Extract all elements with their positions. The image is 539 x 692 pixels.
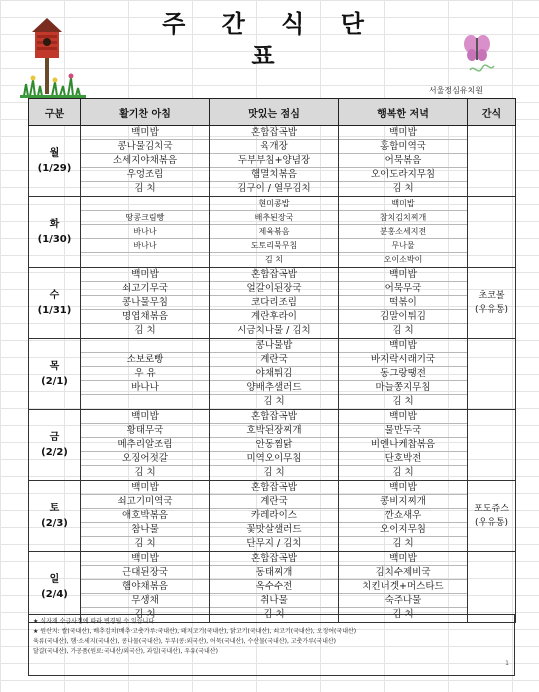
menu-item: 혼합잡곡밥: [210, 481, 338, 495]
menu-item: 황태무국: [81, 424, 209, 438]
note-line: ★ 식자재 수급사정에 따라 변경될 수 있습니다.: [33, 618, 157, 625]
day-cell: [29, 339, 81, 410]
menu-item: 햄야채볶음: [81, 580, 209, 594]
snack-cell: [468, 410, 516, 481]
lunch-cell: [210, 481, 339, 552]
menu-item: 백미밥: [339, 481, 467, 495]
breakfast-cell: [81, 552, 210, 623]
menu-item: 백미밥: [81, 126, 209, 140]
lunch-cell: [210, 268, 339, 339]
menu-item: 햄멸치볶음: [210, 168, 338, 182]
menu-item: 어묵무국: [339, 282, 467, 296]
breakfast-cell: [81, 126, 210, 197]
day-label: 일: [49, 574, 60, 585]
menu-item: [81, 395, 209, 409]
day-cell: [29, 481, 81, 552]
menu-item: 참나물: [81, 523, 209, 537]
breakfast-cell: [81, 481, 210, 552]
menu-item: 백미밥: [339, 197, 467, 211]
menu-item: 취나물: [210, 594, 338, 608]
snack-cell: [468, 481, 516, 552]
weekly-menu-table: [28, 98, 516, 623]
menu-item: 백미밥: [339, 126, 467, 140]
menu-item: 우엉조림: [81, 168, 209, 182]
menu-item: 코다리조림: [210, 296, 338, 310]
date-label: (2/1): [41, 376, 68, 387]
menu-item: 옥수수전: [210, 580, 338, 594]
menu-item: 꽃맛살샐러드: [210, 523, 338, 537]
menu-item: 김 치: [392, 609, 414, 620]
menu-item: 바나나: [81, 225, 209, 239]
day-label: 수: [49, 290, 60, 301]
lunch-cell: [210, 410, 339, 481]
menu-item: 김 치: [134, 183, 156, 194]
menu-item: 카레라이스: [210, 509, 338, 523]
dinner-cell: [339, 197, 468, 268]
date-label: (1/30): [37, 234, 72, 245]
menu-item: 우 유: [81, 367, 209, 381]
snack-item: (우유통): [474, 518, 509, 528]
menu-item: 김 치: [134, 538, 156, 549]
menu-item: 무나물: [339, 239, 467, 253]
snack-cell: [468, 126, 516, 197]
header-row: [29, 99, 516, 126]
menu-item: 백미밥: [339, 268, 467, 282]
day-cell: [29, 126, 81, 197]
menu-item: 김 치: [392, 325, 414, 336]
menu-item: 오징어젓갈: [81, 452, 209, 466]
menu-item: 메추리알조림: [81, 438, 209, 452]
day-label: 목: [49, 361, 60, 372]
menu-row: [29, 481, 516, 552]
menu-row: [29, 197, 516, 268]
snack-cell: [468, 197, 516, 268]
menu-item: 계란국: [210, 495, 338, 509]
dinner-cell: [339, 268, 468, 339]
menu-row: [29, 268, 516, 339]
menu-item: 참치김치찌개: [339, 211, 467, 225]
menu-item: 쇠고기무국: [81, 282, 209, 296]
page-title: 주 간 식 단 표: [162, 10, 378, 70]
header-category: 구분: [29, 99, 81, 126]
snack-item: 포도쥬스: [474, 504, 509, 514]
menu-item: 비엔나케찹볶음: [339, 438, 467, 452]
breakfast-cell: [81, 197, 210, 268]
day-cell: [29, 552, 81, 623]
menu-item: 백미밥: [339, 552, 467, 566]
menu-item: 백미밥: [81, 481, 209, 495]
menu-item: 오이지무침: [339, 523, 467, 537]
menu-item: 혼합잡곡밥: [210, 268, 338, 282]
header-snack: 간식: [468, 99, 516, 126]
menu-item: 김 치: [134, 325, 156, 336]
menu-item: 명엽채볶음: [81, 310, 209, 324]
header-breakfast: 활기찬 아침: [81, 99, 210, 126]
menu-item: 단호박전: [339, 452, 467, 466]
menu-item: 동태찌개: [210, 566, 338, 580]
day-label: 월: [49, 148, 60, 159]
menu-item: [81, 197, 209, 211]
menu-item: 백미밥: [81, 552, 209, 566]
menu-item: 물만두국: [339, 424, 467, 438]
menu-item: 단무지 / 김치: [246, 538, 302, 549]
menu-item: 쇠고기미역국: [81, 495, 209, 509]
menu-item: 콩나물김치국: [81, 140, 209, 154]
dinner-cell: [339, 552, 468, 623]
menu-item: 야채튀김: [210, 367, 338, 381]
menu-item: 얼갈이된장국: [210, 282, 338, 296]
menu-item: 두부부침+양념장: [210, 154, 338, 168]
menu-item: 미역오이무침: [210, 452, 338, 466]
menu-item: 혼합잡곡밥: [210, 126, 338, 140]
menu-item: 김구이 / 열무김치: [237, 183, 311, 194]
menu-row: [29, 339, 516, 410]
menu-item: 김 치: [134, 467, 156, 478]
menu-item: 김 치: [392, 467, 414, 478]
day-cell: [29, 268, 81, 339]
breakfast-cell: [81, 268, 210, 339]
menu-item: 무생채: [81, 594, 209, 608]
date-label: (1/29): [37, 163, 72, 174]
menu-item: 마늘쫑지무침: [339, 381, 467, 395]
menu-item: 숙주나물: [339, 594, 467, 608]
menu-item: 육개장: [210, 140, 338, 154]
lunch-cell: [210, 552, 339, 623]
menu-item: 계란국: [210, 353, 338, 367]
menu-item: [81, 339, 209, 353]
menu-item: 소세지야채볶음: [81, 154, 209, 168]
menu-item: 김말이튀김: [339, 310, 467, 324]
menu-item: 김 치: [392, 538, 414, 549]
menu-item: 제육볶음: [210, 225, 338, 239]
notes-box: [28, 614, 515, 676]
menu-row: [29, 552, 516, 623]
menu-item: 현미콩밥: [210, 197, 338, 211]
menu-item: 혼합잡곡밥: [210, 410, 338, 424]
menu-item: 바나나: [81, 381, 209, 395]
menu-item: 오이도라지무침: [339, 168, 467, 182]
snack-item: 초코볼: [478, 291, 505, 301]
menu-item: 도토리묵무침: [210, 239, 338, 253]
menu-item: [81, 253, 209, 267]
menu-item: 김 치: [392, 396, 414, 407]
day-label: 화: [49, 219, 60, 230]
lunch-cell: [210, 339, 339, 410]
menu-item: 분홍소세지전: [339, 225, 467, 239]
day-label: 금: [49, 432, 60, 443]
snack-cell: [468, 552, 516, 623]
menu-item: 김 치: [392, 183, 414, 194]
snack-cell: [468, 339, 516, 410]
school-name: 서울정심유치원: [428, 86, 483, 95]
header-lunch: 맛있는 점심: [210, 99, 339, 126]
menu-item: 안동찜닭: [210, 438, 338, 452]
menu-item: 떡볶이: [339, 296, 467, 310]
dinner-cell: [339, 481, 468, 552]
header-dinner: 행복한 저녁: [339, 99, 468, 126]
menu-item: 홍합미역국: [339, 140, 467, 154]
menu-item: 김 치: [265, 255, 283, 264]
menu-item: 김 치: [134, 609, 156, 620]
note-line: 달걀(국내산), 가공품(원료:국내산/외국산), 과일(국내산), 우유(국내산): [33, 648, 218, 655]
menu-item: 바지락시래기국: [339, 353, 467, 367]
menu-item: 소보로빵: [81, 353, 209, 367]
lunch-cell: [210, 126, 339, 197]
menu-item: 깐쇼새우: [339, 509, 467, 523]
day-cell: [29, 197, 81, 268]
breakfast-cell: [81, 339, 210, 410]
menu-item: 시금치나물 / 김치: [237, 325, 311, 336]
dinner-cell: [339, 126, 468, 197]
menu-item: 동그랑땡전: [339, 367, 467, 381]
day-cell: [29, 410, 81, 481]
menu-item: 콩나물밥: [210, 339, 338, 353]
lunch-cell: [210, 197, 339, 268]
menu-item: 콩비지찌개: [339, 495, 467, 509]
menu-item: 배추된장국: [210, 211, 338, 225]
menu-item: 백미밥: [81, 410, 209, 424]
menu-item: 김치수제비국: [339, 566, 467, 580]
menu-row: [29, 410, 516, 481]
note-line: ★ 원산지: 쌀(국내산), 배추김치(배추·고춧가루:국내산), 돼지고기(국내산), 닭고기(국내산), 쇠고기(국내산), 오징어(국내산): [33, 628, 357, 635]
menu-item: 백미밥: [339, 339, 467, 353]
menu-item: 애호박볶음: [81, 509, 209, 523]
snack-item: (우유통): [474, 305, 509, 315]
menu-item: 근대된장국: [81, 566, 209, 580]
menu-item: 땅콩크림빵: [81, 211, 209, 225]
menu-item: 혼합잡곡밥: [210, 552, 338, 566]
menu-item: 김 치: [263, 396, 285, 407]
menu-item: 백미밥: [81, 268, 209, 282]
menu-item: 치킨너겟+머스타드: [339, 580, 467, 594]
butterfly-illustration: [456, 30, 502, 80]
date-label: (2/2): [41, 447, 68, 458]
date-label: (2/3): [41, 518, 68, 529]
date-label: (2/4): [41, 589, 68, 600]
menu-item: 호박된장찌개: [210, 424, 338, 438]
menu-item: 어묵볶음: [339, 154, 467, 168]
breakfast-cell: [81, 410, 210, 481]
note-line: 육류(국내산), 햄·소세지(국내산), 콩나물(국내산), 두부(콩:외국산), 어묵(국내산), 수산물(국내산), 고춧가루(국내산): [33, 638, 337, 645]
menu-item: 바나나: [81, 239, 209, 253]
menu-item: 김 치: [263, 609, 285, 620]
dinner-cell: [339, 339, 468, 410]
menu-row: [29, 126, 516, 197]
birdhouse-illustration: [18, 16, 88, 100]
menu-item: 콩나물무침: [81, 296, 209, 310]
page-number: 1: [505, 660, 509, 667]
menu-item: 김 치: [263, 467, 285, 478]
day-label: 토: [49, 503, 60, 514]
dinner-cell: [339, 410, 468, 481]
menu-item: 양배추샐러드: [210, 381, 338, 395]
menu-item: 오이소박이: [383, 255, 423, 264]
menu-item: 계란후라이: [210, 310, 338, 324]
date-label: (1/31): [37, 305, 72, 316]
menu-item: 백미밥: [339, 410, 467, 424]
snack-cell: [468, 268, 516, 339]
